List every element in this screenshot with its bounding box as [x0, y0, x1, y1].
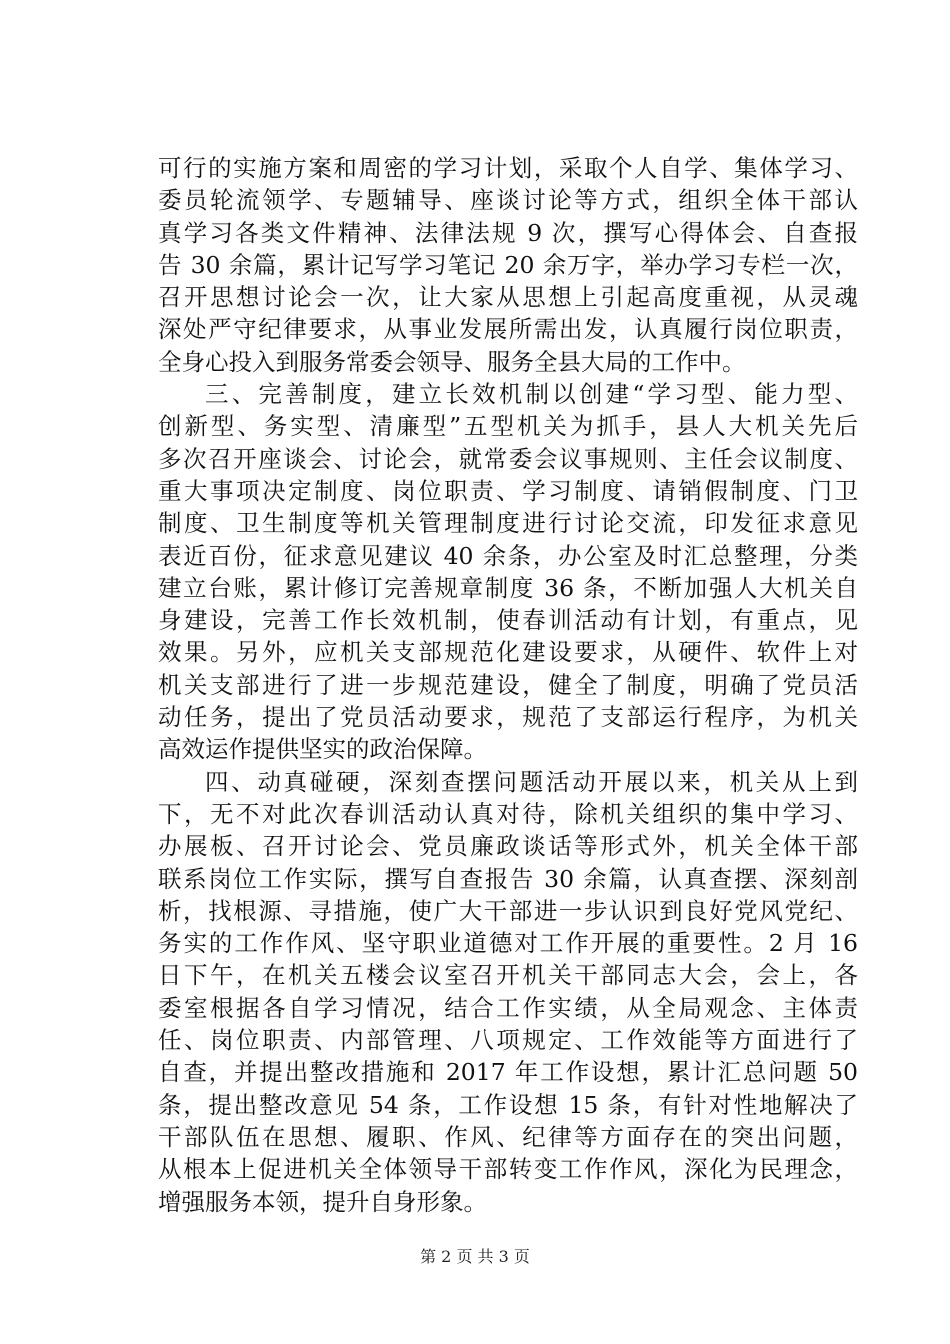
- text-line: 从根本上促进机关全体领导干部转变工作作风，深化为民理念，: [158, 1155, 858, 1184]
- text-line: 创新型、务实型、清廉型”五型机关为抓手，县人大机关先后: [158, 412, 858, 441]
- text-line: 真学习各类文件精神、法律法规 9 次，撰写心得体会、自查报: [158, 218, 858, 247]
- text-line: 效果。另外，应机关支部规范化建设要求，从硬件、软件上对: [158, 638, 858, 667]
- text-line: 三、完善制度，建立长效机制以创建“学习型、能力型、: [205, 380, 858, 409]
- text-line: 动任务，提出了党员活动要求，规范了支部运行程序，为机关: [158, 703, 858, 732]
- text-line: 召开思想讨论会一次，让大家从思想上引起高度重视，从灵魂: [158, 283, 858, 312]
- text-line: 增强服务本领，提升自身形象。: [158, 1187, 487, 1216]
- text-line: 深处严守纪律要求，从事业发展所需出发，认真履行岗位职责，: [158, 315, 858, 344]
- text-line: 办展板、召开讨论会、党员廉政谈话等形式外，机关全体干部: [158, 832, 858, 861]
- text-line: 全身心投入到服务常委会领导、服务全县大局的工作中。: [158, 347, 746, 376]
- text-line: 高效运作提供坚实的政治保障。: [158, 735, 487, 764]
- paragraph-3: [158, 766, 858, 1218]
- text-line: 表近百份，征求意见建议 40 余条，办公室及时汇总整理，分类: [158, 541, 858, 570]
- text-line: 条，提出整改意见 54 条，工作设想 15 条，有针对性地解决了: [158, 1090, 858, 1119]
- text-line: 告 30 余篇，累计记写学习笔记 20 余万字，举办学习专栏一次，: [158, 250, 858, 279]
- text-line: 干部队伍在思想、履职、作风、纪律等方面存在的突出问题，: [158, 1122, 858, 1151]
- text-line: 可行的实施方案和周密的学习计划，采取个人自学、集体学习、: [158, 154, 858, 182]
- text-line: 机关支部进行了进一步规范建设，健全了制度，明确了党员活: [158, 670, 858, 699]
- text-line: 委室根据各自学习情况，结合工作实绩，从全局观念、主体责: [158, 993, 858, 1022]
- text-line: 自查，并提出整改措施和 2017 年工作设想，累计汇总问题 50: [158, 1058, 858, 1087]
- text-line: 联系岗位工作实际，撰写自查报告 30 余篇，认真查摆、深刻剖: [158, 864, 858, 893]
- text-line: 任、岗位职责、内部管理、八项规定、工作效能等方面进行了: [158, 1026, 858, 1055]
- text-line: 重大事项决定制度、岗位职责、学习制度、请销假制度、门卫: [158, 476, 858, 505]
- text-line: 析，找根源、寻措施，使广大干部进一步认识到良好党风党纪、: [158, 896, 858, 925]
- text-line: 四、动真碰硬，深刻查摆问题活动开展以来，机关从上到: [205, 767, 858, 796]
- text-line: 建立台账，累计修订完善规章制度 36 条，不断加强人大机关自: [158, 573, 858, 602]
- text-line: 下，无不对此次春训活动认真对待，除机关组织的集中学习、: [158, 799, 858, 828]
- document-body: [158, 152, 858, 1218]
- text-line: 委员轮流领学、专题辅导、座谈讨论等方式，组织全体干部认: [158, 186, 858, 215]
- page-number-footer: 第 2 页 共 3 页: [420, 1247, 530, 1266]
- paragraph-2: [158, 378, 858, 766]
- text-line: 制度、卫生制度等机关管理制度进行讨论交流，印发征求意见: [158, 509, 858, 538]
- text-line: 务实的工作作风、坚守职业道德对工作开展的重要性。2 月 16: [158, 929, 858, 958]
- paragraph-1: [158, 152, 858, 378]
- text-line: 日下午，在机关五楼会议室召开机关干部同志大会，会上，各: [158, 961, 858, 990]
- text-line: 身建设，完善工作长效机制，使春训活动有计划，有重点，见: [158, 606, 858, 635]
- text-line: 多次召开座谈会、讨论会，就常委会议事规则、主任会议制度、: [158, 444, 858, 473]
